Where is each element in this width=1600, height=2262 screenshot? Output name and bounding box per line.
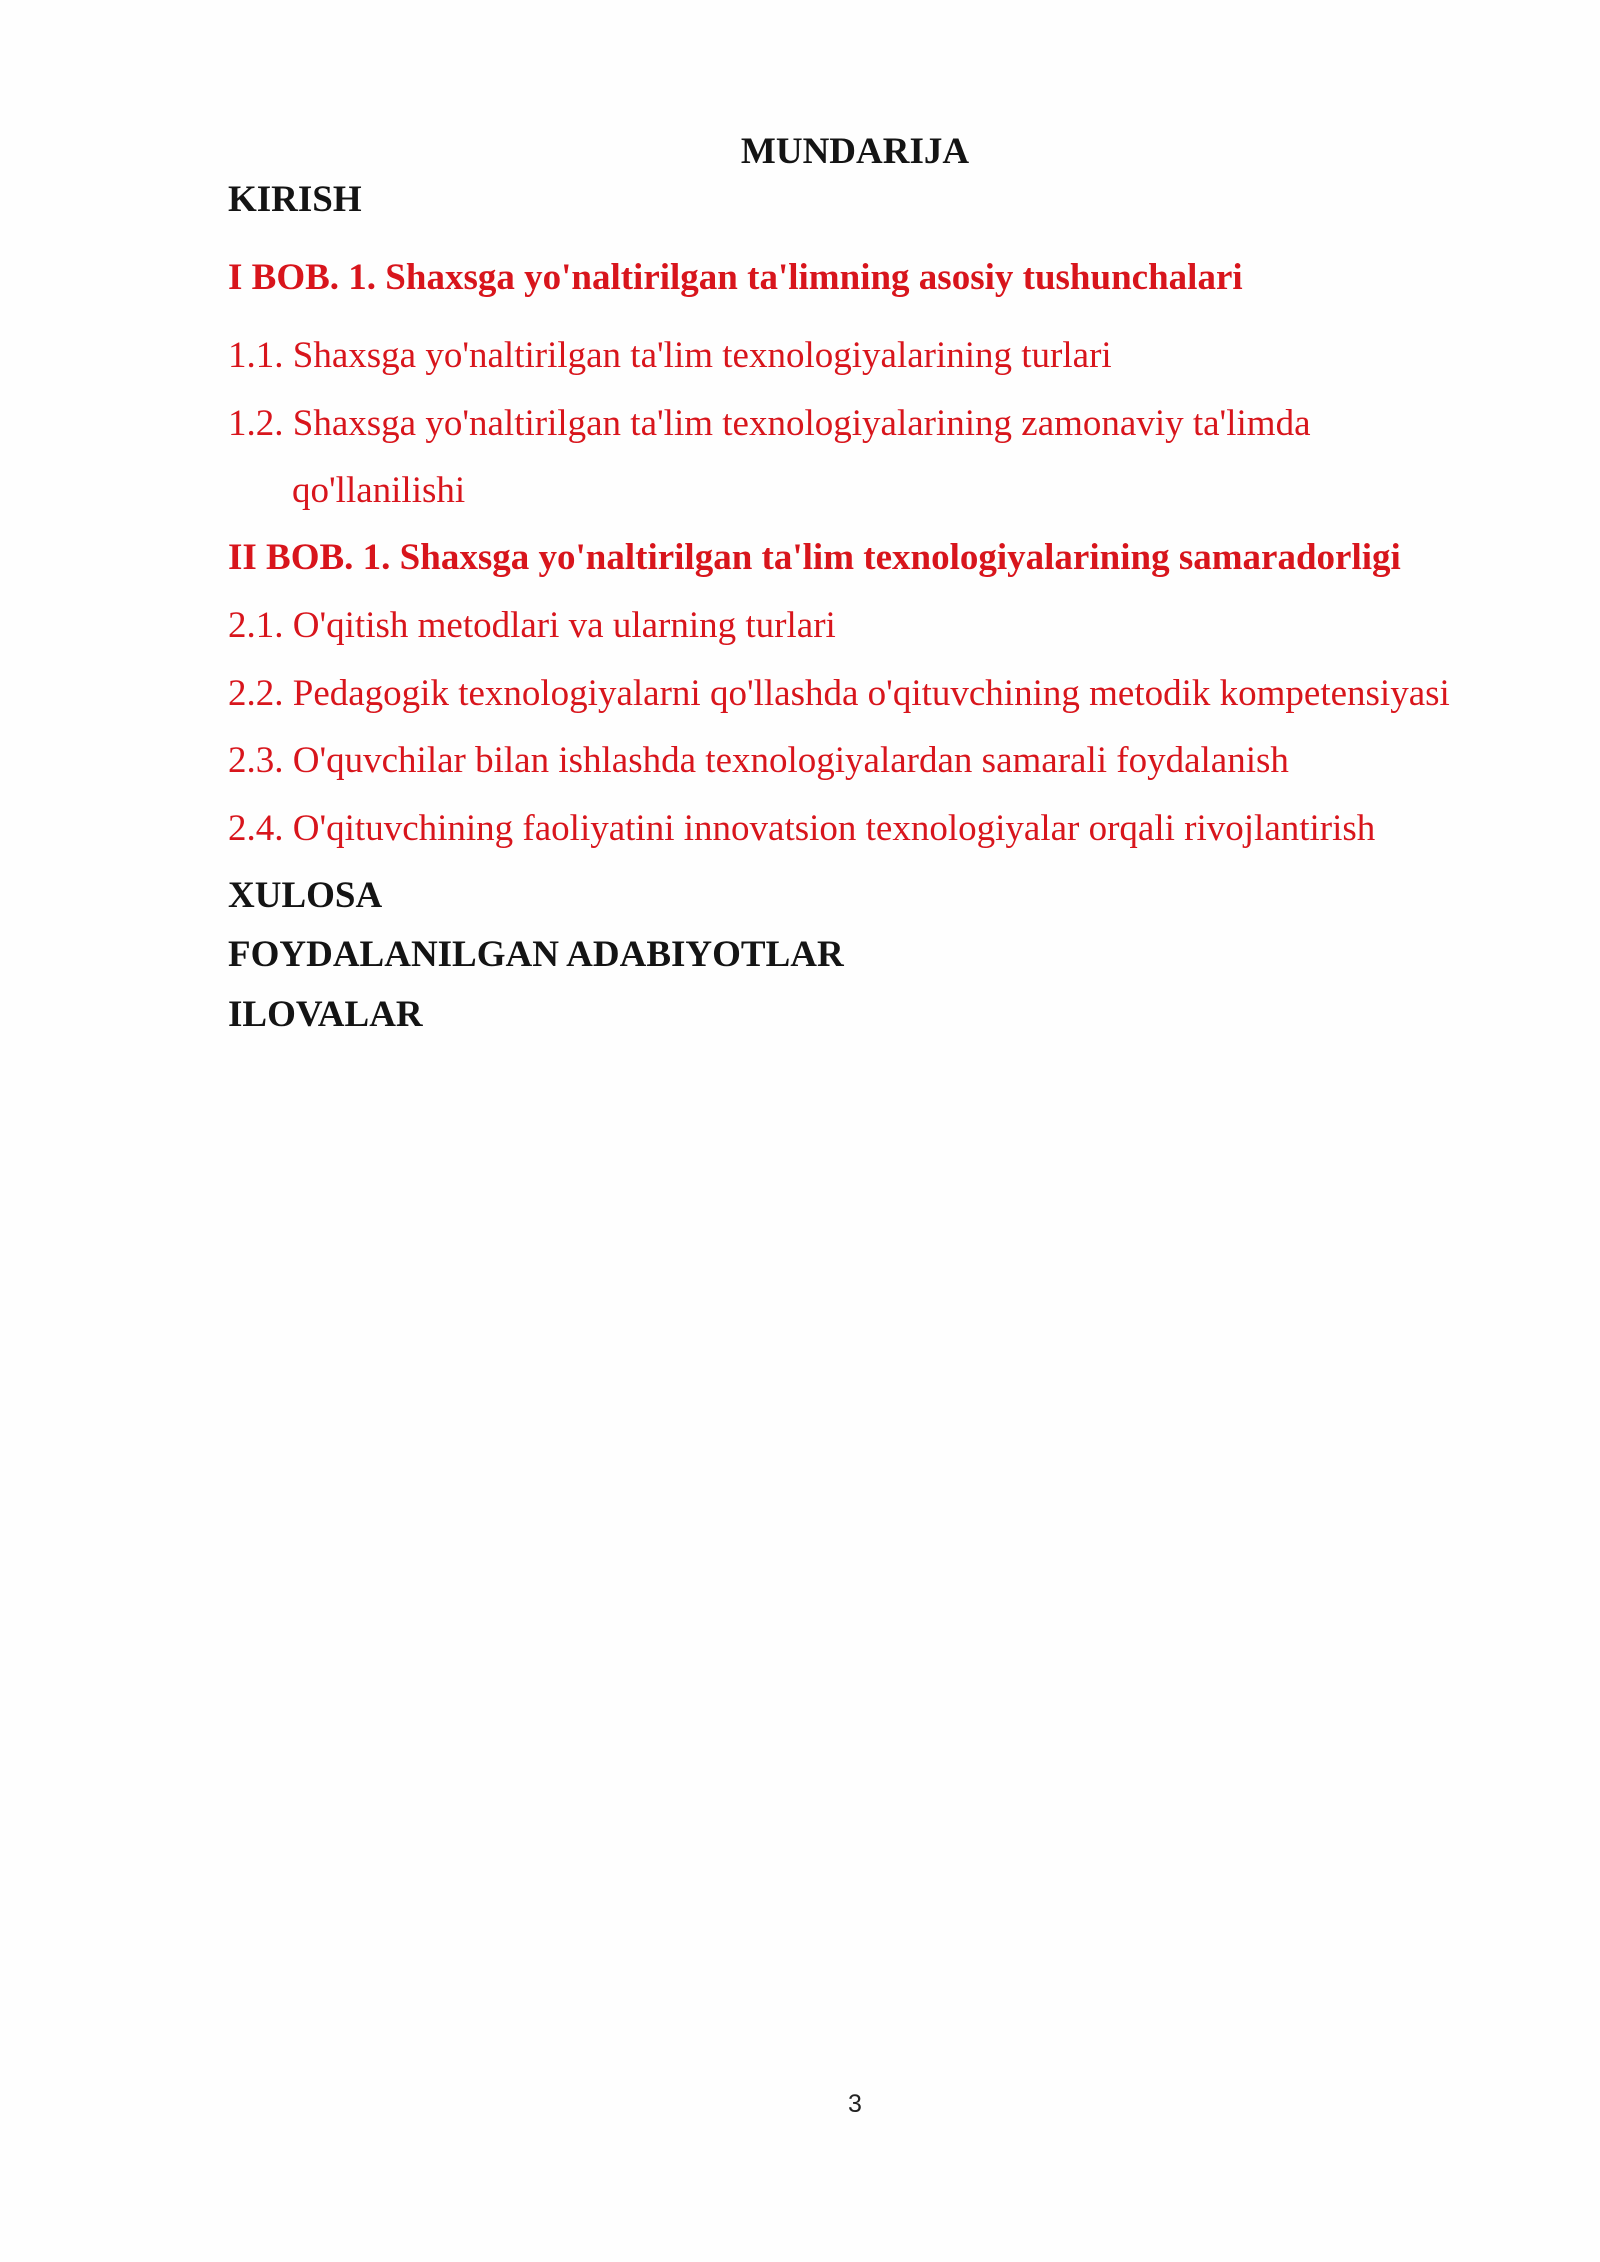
toc-item-1-2-continuation: qo'llanilishi (292, 470, 466, 511)
toc-intro: KIRISH (228, 179, 362, 220)
toc-item-2-2: 2.2. Pedagogik texnologiyalarni qo'llashda o'qituvchining metodik kompetensiyasi (228, 673, 1450, 714)
toc-item-1-1: 1.1. Shaxsga yo'naltirilgan ta'lim texnologiyalarining turlari (228, 335, 1112, 376)
toc-item-2-1: 2.1. O'qitish metodlari va ularning turlari (228, 605, 836, 646)
toc-chapter-2: II BOB. 1. Shaxsga yo'naltirilgan ta'lim texnologiyalarining samaradorligi (228, 537, 1401, 578)
toc-item-2-3: 2.3. O'quvchilar bilan ishlashda texnologiyalardan samarali foydalanish (228, 740, 1289, 781)
toc-item-2-4: 2.4. O'qituvchining faoliyatini innovatsion texnologiyalar orqali rivojlantirish (228, 808, 1376, 849)
page-number: 3 (848, 2090, 862, 2118)
toc-chapter-1: I BOB. 1. Shaxsga yo'naltirilgan ta'limning asosiy tushunchalari (228, 257, 1243, 298)
toc-conclusion: XULOSA (228, 875, 383, 916)
toc-item-1-2: 1.2. Shaxsga yo'naltirilgan ta'lim texnologiyalarining zamonaviy ta'limda (228, 403, 1311, 444)
toc-title: MUNDARIJA (740, 131, 970, 172)
toc-appendices: ILOVALAR (228, 994, 423, 1035)
toc-references: FOYDALANILGAN ADABIYOTLAR (228, 934, 844, 975)
